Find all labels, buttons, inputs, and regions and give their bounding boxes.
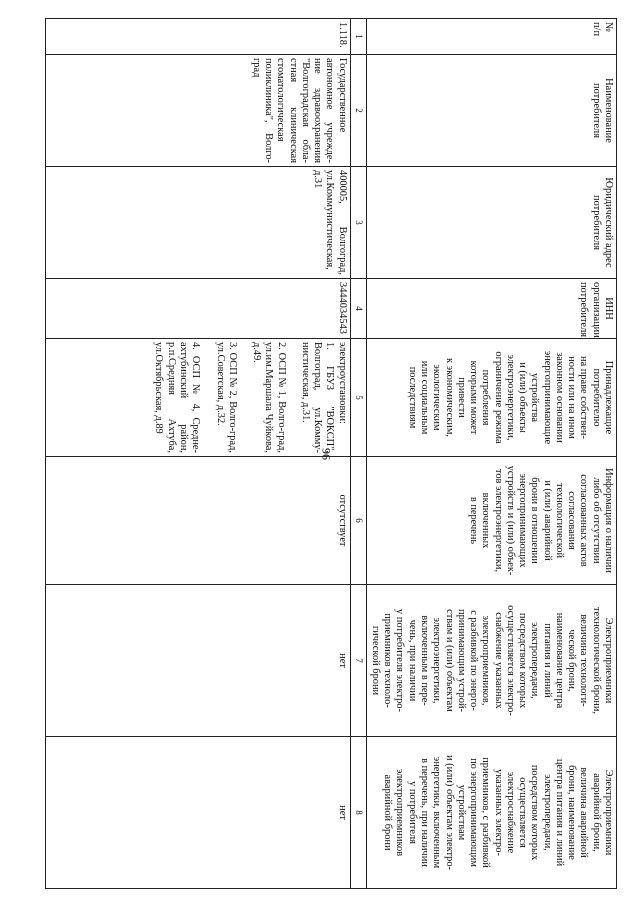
header-emergency-reserve: Электроприемники аварийной брони, величина аварийной брони, наименование центра питания и линий электропередачи, посредством которых осуществляется электроснабжение указанных электро- приемников, с разбивкой по энергопринимающим устройствам и (или) объектам электро- энергетики, включенным в перечень, при наличии у потребителя электроприемников аварийной брони: [366, 737, 616, 889]
installations-title: электроустановки:: [336, 342, 348, 424]
installation-item: 1. ГБУЗ "ВОКСП", Волгоград, ул.Комму-нистическая, д.31.: [299, 342, 336, 453]
consumers-table: [45, 18, 617, 889]
agreements-value: отсутствует: [45, 457, 350, 585]
row-number: 1.118.: [45, 19, 350, 55]
page-number: 96: [319, 448, 334, 460]
header-row: [366, 19, 616, 889]
header-consumer-name: Наименование потребителя: [366, 55, 616, 167]
column-number: 4: [350, 279, 366, 339]
header-legal-address: Юридический адрес потребителя: [366, 167, 616, 279]
installation-item: 2. ОСП № 1, Волго-град, ул.им.Маршала Чуйкова, д.49.: [251, 342, 287, 453]
column-number: 2: [350, 55, 366, 167]
column-number-row: [350, 19, 366, 889]
installation-item: 3. ОСП № 2, Волго-град, ул.Советская, д.32.: [214, 342, 238, 453]
header-tech-reserve: Электроприемники технологической брони, величина технологи- ческой брони, наименование центра питания и линий электропередачи, посредством которых осуществляется электро- снабжение указанных электроприемников, с разбивкой по энерго- принимающим устрой- ствам и (или) объектам электроэнергетики, включенным в пере- чень, при наличии у потребителя электро- приемников техноло- гической брони: [366, 585, 616, 737]
rotated-table-frame: [42, 18, 617, 888]
column-number: 1: [350, 19, 366, 55]
legal-address: 400005, Волгоград, ул.Коммунистическая, д.31: [45, 167, 350, 279]
column-number: 6: [350, 457, 366, 585]
column-number: 5: [350, 339, 366, 457]
column-number: 7: [350, 585, 366, 737]
inn-value: 3444034543: [45, 279, 350, 339]
header-inn: ИНН организации потребителя: [366, 279, 616, 339]
installation-item: 4. ОСП № 4, Средне-ахтубинский район, р.п.Средняя Ахтуба, ул.Октябрьская, д.89: [153, 342, 202, 453]
header-installations: Принадлежащие потребителю на праве собствен- ности или на ином законном основании энергопринимающие устройства и (или) объекты электроэнергетики, ограничение режима потребления которыми может привести к экономическим, экологическим или социальным последствиям: [366, 339, 616, 457]
column-number: 3: [350, 167, 366, 279]
header-number: № п/п: [366, 19, 616, 55]
tech-reserve-value: нет: [45, 585, 350, 737]
consumer-name: Государственное автономное учрежде-ние здравоохранения "Волгоградская обла-стная клиническая стоматологическая поликлиника", Волго-град: [45, 55, 350, 167]
table-row: [45, 19, 350, 889]
header-agreements: Информация о наличии либо об отсутствии согласованных актов согласования технологической и (или) аварийной брони в отношении энергопринимающих устройств и (или) объек- тов электроэнергетики, включенных в перечень: [366, 457, 616, 585]
installations-list: [45, 339, 350, 457]
emergency-reserve-value: нет: [45, 737, 350, 889]
column-number: 8: [350, 737, 366, 889]
